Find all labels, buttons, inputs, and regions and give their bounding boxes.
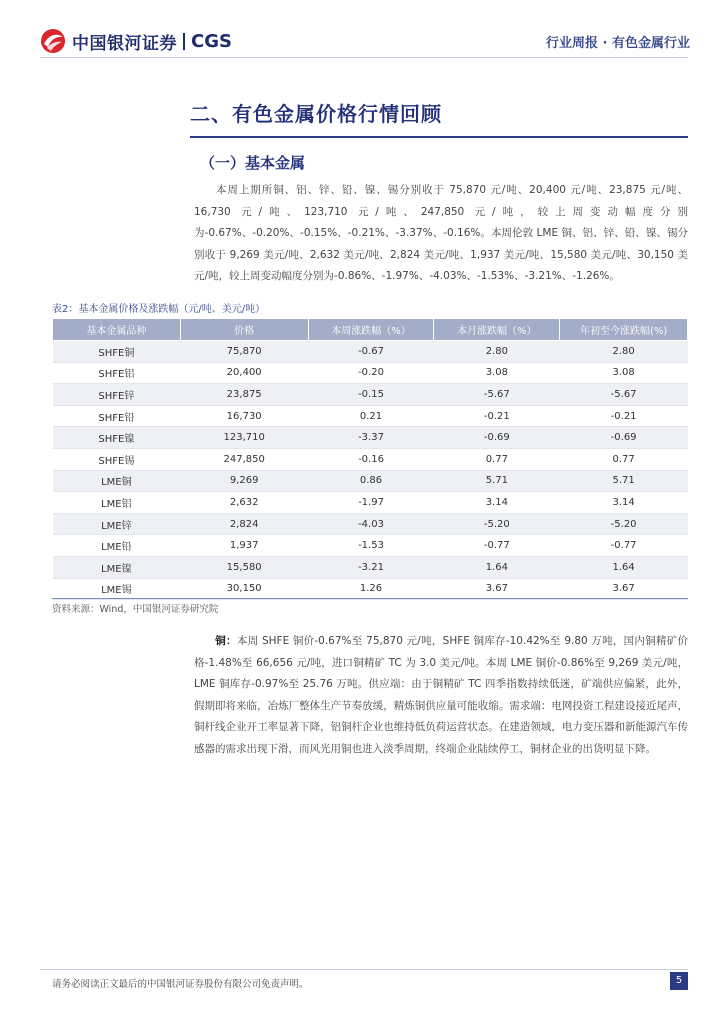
column-header: 价格: [180, 319, 308, 341]
table-cell: SHFE锡: [53, 448, 181, 470]
table-cell: 2,824: [180, 513, 308, 535]
table-cell: 5.71: [434, 470, 560, 492]
table-cell: LME铝: [53, 492, 181, 514]
table-cell: -0.16: [308, 448, 434, 470]
table-row: [53, 448, 688, 470]
table-cell: 3.67: [434, 578, 560, 600]
footer-disclaimer: 请务必阅读正文最后的中国银河证券股份有限公司免责声明。: [52, 979, 309, 990]
table-cell: 3.14: [560, 492, 688, 514]
table-cell: -1.53: [308, 535, 434, 557]
table-cell: 247,850: [180, 448, 308, 470]
table-cell: 15,580: [180, 556, 308, 578]
table-cell: 3.08: [560, 362, 688, 384]
table-cell: 20,400: [180, 362, 308, 384]
table-row: [53, 341, 688, 363]
table-cell: SHFE铝: [53, 362, 181, 384]
table-cell: -0.77: [560, 535, 688, 557]
table-cell: -3.21: [308, 556, 434, 578]
table-cell: LME镍: [53, 556, 181, 578]
table-cell: -5.67: [434, 384, 560, 406]
logo-english-name: CGS: [191, 30, 232, 52]
metal-price-table: [52, 318, 688, 600]
table-cell: 3.08: [434, 362, 560, 384]
page-number: 5: [670, 972, 688, 990]
header-divider: [40, 57, 688, 58]
table-cell: -5.67: [560, 384, 688, 406]
table-cell: SHFE锌: [53, 384, 181, 406]
column-header: 年初至今涨跌幅(%): [560, 319, 688, 341]
table-cell: 123,710: [180, 427, 308, 449]
table-cell: SHFE铜: [53, 341, 181, 363]
table-cell: -4.03: [308, 513, 434, 535]
logo-chinese-name: 中国银河证券: [72, 33, 177, 54]
table-row: [53, 405, 688, 427]
column-header: 基本金属品种: [53, 319, 181, 341]
table-cell: -0.67: [308, 341, 434, 363]
table-bottom-rule: [52, 598, 688, 599]
table-cell: LME铜: [53, 470, 181, 492]
table-row: [53, 427, 688, 449]
metals-summary-paragraph: [194, 180, 688, 288]
table-cell: -0.15: [308, 384, 434, 406]
table-cell: -3.37: [308, 427, 434, 449]
table-row: [53, 578, 688, 600]
section-title-underline: [190, 136, 688, 138]
table-cell: 23,875: [180, 384, 308, 406]
table-cell: 0.77: [434, 448, 560, 470]
table-cell: -0.77: [434, 535, 560, 557]
table-row: [53, 362, 688, 384]
table-cell: 0.86: [308, 470, 434, 492]
table-cell: 9,269: [180, 470, 308, 492]
footer-divider: [40, 969, 688, 970]
table-cell: 1.64: [560, 556, 688, 578]
table-cell: 2.80: [560, 341, 688, 363]
section-title: 二、有色金属价格行情回顾: [190, 102, 442, 126]
subsection-title: （一）基本金属: [200, 154, 306, 172]
copper-analysis-paragraph: [194, 631, 688, 760]
table-cell: 2,632: [180, 492, 308, 514]
table-cell: -1.97: [308, 492, 434, 514]
table-cell: -0.69: [434, 427, 560, 449]
table-row: [53, 384, 688, 406]
table-cell: 0.21: [308, 405, 434, 427]
table-cell: 1.26: [308, 578, 434, 600]
table-header-row: [53, 319, 688, 341]
table-cell: 30,150: [180, 578, 308, 600]
galaxy-logo-icon: [40, 28, 66, 54]
table-row: [53, 556, 688, 578]
table-cell: 1.64: [434, 556, 560, 578]
table-cell: LME锡: [53, 578, 181, 600]
table-cell: 1,937: [180, 535, 308, 557]
report-type-label: 行业周报 · 有色金属行业: [546, 36, 690, 51]
table-row: [53, 513, 688, 535]
table-cell: LME锌: [53, 513, 181, 535]
metals-summary-text: 本周上期所铜、铝、锌、铅、镍、锡分别收于 75,870 元/吨、20,400 元/吨、23,875 元/吨、16,730 元/吨、123,710 元/吨、247,850 元/吨，较上周变动幅度分别为-0.67%、-0.20%、-0.15%、-0.21%、-3.37%、-0.16%。本周伦敦 LME 铜、铝、锌、铅、镍、锡分别收于 9,269 美元/吨、2,632 美元/吨、2,824 美元/吨、1,937 美元/吨、15,580 美元/吨、30,150 美元/吨，较上周变动幅度分别为-0.86%、-1.97%、-4.03%、-1.53%、-3.21%、-1.26%。: [194, 184, 688, 283]
table-cell: LME铅: [53, 535, 181, 557]
page-header: [0, 0, 724, 80]
column-header: 本月涨跌幅（%）: [434, 319, 560, 341]
table-caption: 表2：基本金属价格及涨跌幅（元/吨、美元/吨）: [52, 304, 266, 315]
table-cell: 3.67: [560, 578, 688, 600]
table-cell: -0.20: [308, 362, 434, 384]
logo-divider: [183, 33, 185, 50]
table-cell: 3.14: [434, 492, 560, 514]
brand-logo: [40, 28, 232, 54]
table-cell: -0.69: [560, 427, 688, 449]
table-row: [53, 470, 688, 492]
copper-label: 铜：: [215, 635, 237, 647]
table-cell: SHFE铅: [53, 405, 181, 427]
table-cell: -5.20: [560, 513, 688, 535]
table-cell: SHFE镍: [53, 427, 181, 449]
table-cell: -5.20: [434, 513, 560, 535]
column-header: 本周涨跌幅（%）: [308, 319, 434, 341]
table-row: [53, 492, 688, 514]
table-row: [53, 535, 688, 557]
copper-analysis-text: 本周 SHFE 铜价-0.67%至 75,870 元/吨，SHFE 铜库存-10.42%至 9.80 万吨，国内铜精矿价格-1.48%至 66,656 元/吨，进口铜精矿 TC 为 3.0 美元/吨。本周 LME 铜价-0.86%至 9,269 美元/吨，LME 铜库存-0.97%至 25.76 万吨。供应端：由于铜精矿 TC 四季指数持续低迷，矿端供应偏紧，此外，假期即将来临，冶炼厂整体生产节奏放缓，精炼铜供应量可能收缩。需求端：电网投资工程建设接近尾声，铜杆线企业开工率显著下降，铝铜杆企业也维持低负荷运营状态。在建造领域，电力变压器和新能源汽车传感器的需求出现下滑，而风光用铜也进入淡季周期，终端企业陆续停工，铜材企业的出货明显下降。: [194, 635, 688, 755]
table-cell: 16,730: [180, 405, 308, 427]
table-cell: 75,870: [180, 341, 308, 363]
table-cell: -0.21: [560, 405, 688, 427]
table-source-note: 资料来源：Wind，中国银河证券研究院: [52, 604, 219, 615]
table-cell: 5.71: [560, 470, 688, 492]
table-cell: 2.80: [434, 341, 560, 363]
table-cell: -0.21: [434, 405, 560, 427]
table-cell: 0.77: [560, 448, 688, 470]
